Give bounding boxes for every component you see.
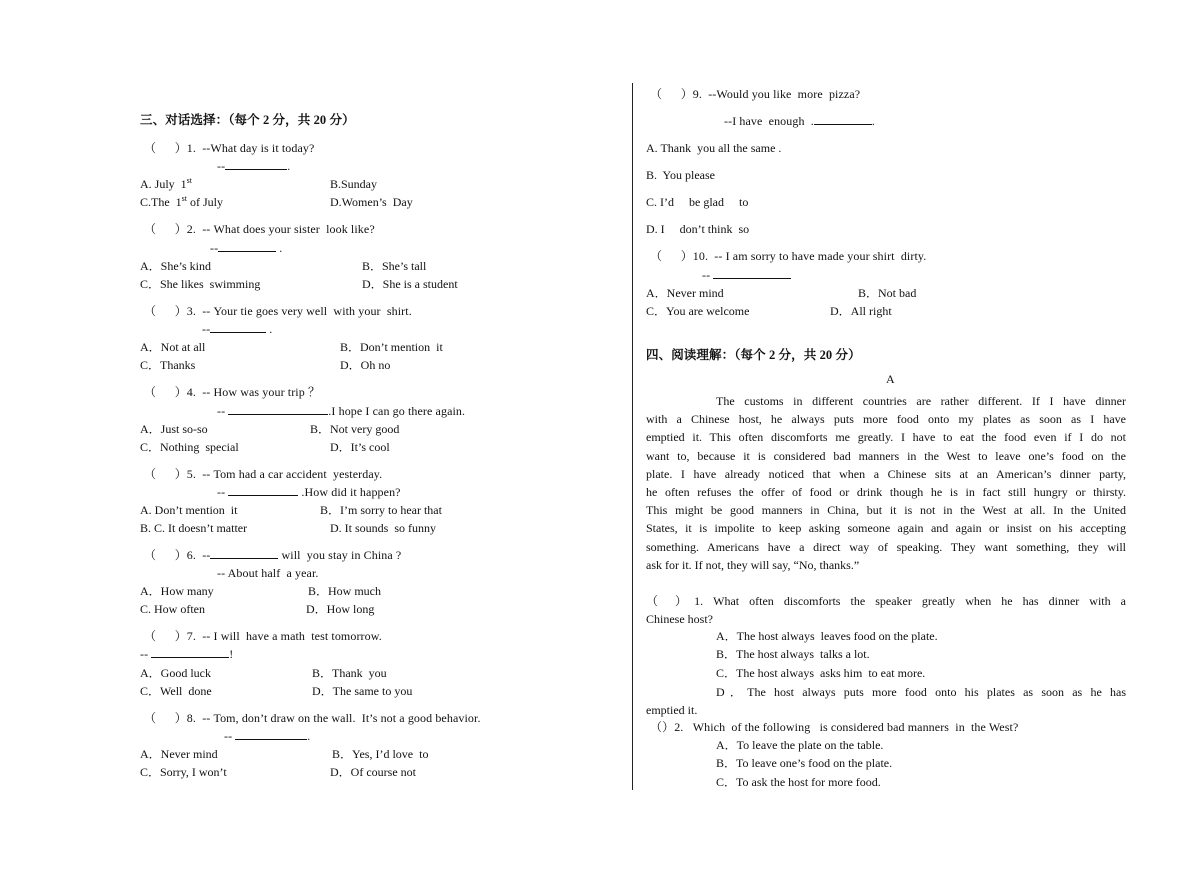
stem-text: （ ）6. -- <box>144 548 211 562</box>
question-9-option-c: C. I’d be glad to <box>646 195 749 209</box>
question-3-option-a: A．Not at all <box>140 340 206 354</box>
question-6-option-b: B．How much <box>308 584 381 598</box>
answer-blank[interactable] <box>210 547 278 559</box>
question-10-reply <box>702 267 791 283</box>
passage-line: with a Chinese host, he always puts more food onto my plates as soon as I have <box>646 412 1126 427</box>
question-5-option-c: B. C. It doesn’t matter <box>140 521 248 535</box>
answer-blank[interactable] <box>814 113 872 125</box>
stem-line: （ ）1. What often discomforts the speaker greatly when he has dinner with a <box>646 594 1126 608</box>
question-7-reply <box>140 646 233 662</box>
reply-suffix: . <box>276 241 283 255</box>
question-3-option-c: C．Thanks <box>140 358 196 372</box>
stem-suffix: will you stay in China ? <box>278 548 402 562</box>
question-9-option-d: D. I don’t think so <box>646 222 750 236</box>
passage-line: want to, because it is considered bad manners in the West to leave one’s food on the <box>646 448 1126 463</box>
question-4-stem: （ ）4. -- How was your trip ？ <box>144 385 321 399</box>
reading-question-1-option-b: B．The host always talks a lot. <box>716 647 870 661</box>
question-2-option-c: C．She likes swimming <box>140 277 261 291</box>
question-3-reply <box>202 321 272 337</box>
question-3-option-d: D．Oh no <box>340 358 391 372</box>
question-6-option-d: D．How long <box>306 602 375 616</box>
question-5-stem: （ ）5. -- Tom had a car accident yesterday. <box>144 467 383 481</box>
reply-prefix: -- <box>217 159 226 173</box>
question-8-option-c: C．Sorry, I won’t <box>140 765 227 779</box>
question-7-stem: （ ）7. -- I will have a math test tomorrow. <box>144 629 382 643</box>
reply-suffix: . <box>266 322 273 336</box>
question-1-stem: （ ）1. --What day is it today? <box>144 141 315 155</box>
question-6-reply: -- About half a year. <box>217 566 319 580</box>
question-7-option-d: D．The same to you <box>312 684 413 698</box>
question-7-option-c: C．Well done <box>140 684 212 698</box>
question-5-option-d: D. It sounds so funny <box>330 521 437 535</box>
reply-suffix: ! <box>229 647 234 661</box>
question-10-option-a: A．Never mind <box>646 286 724 300</box>
question-10-option-b: B．Not bad <box>858 286 917 300</box>
passage-line: something. Americans have a direct way of speaking. They want something, they will <box>646 539 1126 554</box>
question-4-option-a: A．Just so-so <box>140 422 208 436</box>
reply-prefix: -- <box>202 322 211 336</box>
option-text-tail: of July <box>187 195 224 209</box>
question-9-reply <box>724 113 875 129</box>
option-text: C.The 1 <box>140 195 182 209</box>
option-text: A. July 1 <box>140 177 187 191</box>
question-10-option-d: D．All right <box>830 304 892 318</box>
question-9-stem: （ ）9. --Would you like more pizza? <box>650 87 861 101</box>
question-1-option-a <box>140 176 192 192</box>
option-line: D．The host always puts more food onto his plates as soon as he has <box>716 685 1126 699</box>
question-8-stem: （ ）8. -- Tom, don’t draw on the wall. It’s not a good behavior. <box>144 711 481 725</box>
reply-prefix: -- <box>140 647 152 661</box>
reply-prefix: -- <box>217 485 229 499</box>
reply-prefix: -- <box>210 241 219 255</box>
question-3-option-b: B．Don’t mention it <box>340 340 443 354</box>
question-1-option-c <box>140 194 223 210</box>
question-3-stem: （ ）3. -- Your tie goes very well with your shirt. <box>144 304 412 318</box>
passage-line: This might be good manners in China, but it is not in the West at all. In the United <box>646 503 1126 518</box>
answer-blank[interactable] <box>151 646 229 658</box>
reading-question-2-stem: （）2. Which of the following is considered bad manners in the West? <box>650 720 1019 734</box>
reply-suffix: . <box>307 729 311 743</box>
passage-line: emptied it. This often discomforts me greatly. I have to eat the food even if I do not <box>646 430 1126 445</box>
answer-blank[interactable] <box>210 321 266 333</box>
question-8-reply <box>224 728 310 744</box>
reading-question-2-option-c: C．To ask the host for more food. <box>716 775 881 789</box>
reply-prefix: -- <box>224 729 236 743</box>
question-9-option-a: A. Thank you all the same . <box>646 141 782 155</box>
passage-label: A <box>886 372 895 386</box>
question-4-option-b: B．Not very good <box>310 422 400 436</box>
reading-question-2-option-a: A．To leave the plate on the table. <box>716 738 884 752</box>
ordinal-suffix: st <box>181 194 188 203</box>
answer-blank[interactable] <box>235 728 307 740</box>
reading-passage <box>646 392 1126 574</box>
question-5-option-b: B．I’m sorry to hear that <box>320 503 442 517</box>
section-3-heading: 三、对话选择：（每个 2 分，共 20 分） <box>140 113 355 127</box>
question-2-option-b: B．She’s tall <box>362 259 427 273</box>
answer-blank[interactable] <box>218 240 276 252</box>
reading-question-2-option-b: B．To leave one’s food on the plate. <box>716 756 893 770</box>
question-1-option-b: B.Sunday <box>330 177 378 191</box>
question-10-stem: （ ）10. -- I am sorry to have made your shirt dirty. <box>650 249 927 263</box>
passage-line: he often refuses the offer of food or drink though he is in fact still hungry or thirsty. <box>646 485 1126 500</box>
reading-question-1-option-c: C．The host always asks him to eat more. <box>716 666 926 680</box>
answer-blank[interactable] <box>713 267 791 279</box>
question-2-stem: （ ）2. -- What does your sister look like? <box>144 222 375 236</box>
question-5-reply <box>217 484 401 500</box>
passage-line: ask for it. If not, they will say, “No, thanks.” <box>646 557 860 572</box>
option-line: emptied it. <box>646 703 698 717</box>
answer-blank[interactable] <box>228 484 298 496</box>
reply-prefix: -- <box>217 404 229 418</box>
section-4-heading: 四、阅读理解：（每个 2 分，共 20 分） <box>646 348 861 362</box>
reading-question-1-stem <box>646 592 1126 628</box>
passage-line: plate. I have already noticed that when a Chinese sits at an American’s dinner party, <box>646 466 1126 481</box>
question-7-option-a: A．Good luck <box>140 666 211 680</box>
question-2-option-a: A．She’s kind <box>140 259 212 273</box>
passage-line: States, it is impolite to keep asking someone again and again or insist on his accepting <box>646 521 1126 536</box>
question-2-option-d: D．She is a student <box>362 277 458 291</box>
reply-suffix: . <box>871 114 875 128</box>
reading-question-1-option-a: A．The host always leaves food on the plate. <box>716 629 938 643</box>
question-6-stem <box>144 547 401 563</box>
question-1-reply <box>217 158 290 174</box>
question-8-option-b: B．Yes, I’d love to <box>332 747 429 761</box>
ordinal-suffix: st <box>186 176 193 185</box>
question-8-option-d: D．Of course not <box>330 765 416 779</box>
question-7-option-b: B．Thank you <box>312 666 387 680</box>
question-9-option-b: B. You please <box>646 168 716 182</box>
question-4-reply <box>217 403 465 419</box>
answer-blank[interactable] <box>225 158 287 170</box>
reading-question-1-option-d <box>646 683 1126 719</box>
question-4-option-d: D．It’s cool <box>330 440 390 454</box>
question-8-option-a: A．Never mind <box>140 747 218 761</box>
question-6-option-c: C. How often <box>140 602 205 616</box>
question-10-option-c: C．You are welcome <box>646 304 750 318</box>
reply-suffix: . <box>287 159 291 173</box>
reply-suffix: .I hope I can go there again. <box>328 404 466 418</box>
question-5-option-a: A. Don’t mention it <box>140 503 238 517</box>
stem-line: Chinese host? <box>646 612 713 626</box>
passage-line: The customs in different countries are rather different. If I have dinner <box>716 394 1126 408</box>
answer-blank[interactable] <box>228 403 328 415</box>
question-2-reply <box>210 240 282 256</box>
question-6-option-a: A．How many <box>140 584 214 598</box>
question-1-option-d: D.Women’s Day <box>330 195 413 209</box>
reply-prefix: -- <box>702 268 714 282</box>
reply-prefix: --I have enough . <box>724 114 814 128</box>
reply-suffix: .How did it happen? <box>298 485 401 499</box>
question-4-option-c: C．Nothing special <box>140 440 239 454</box>
column-divider <box>632 83 633 790</box>
